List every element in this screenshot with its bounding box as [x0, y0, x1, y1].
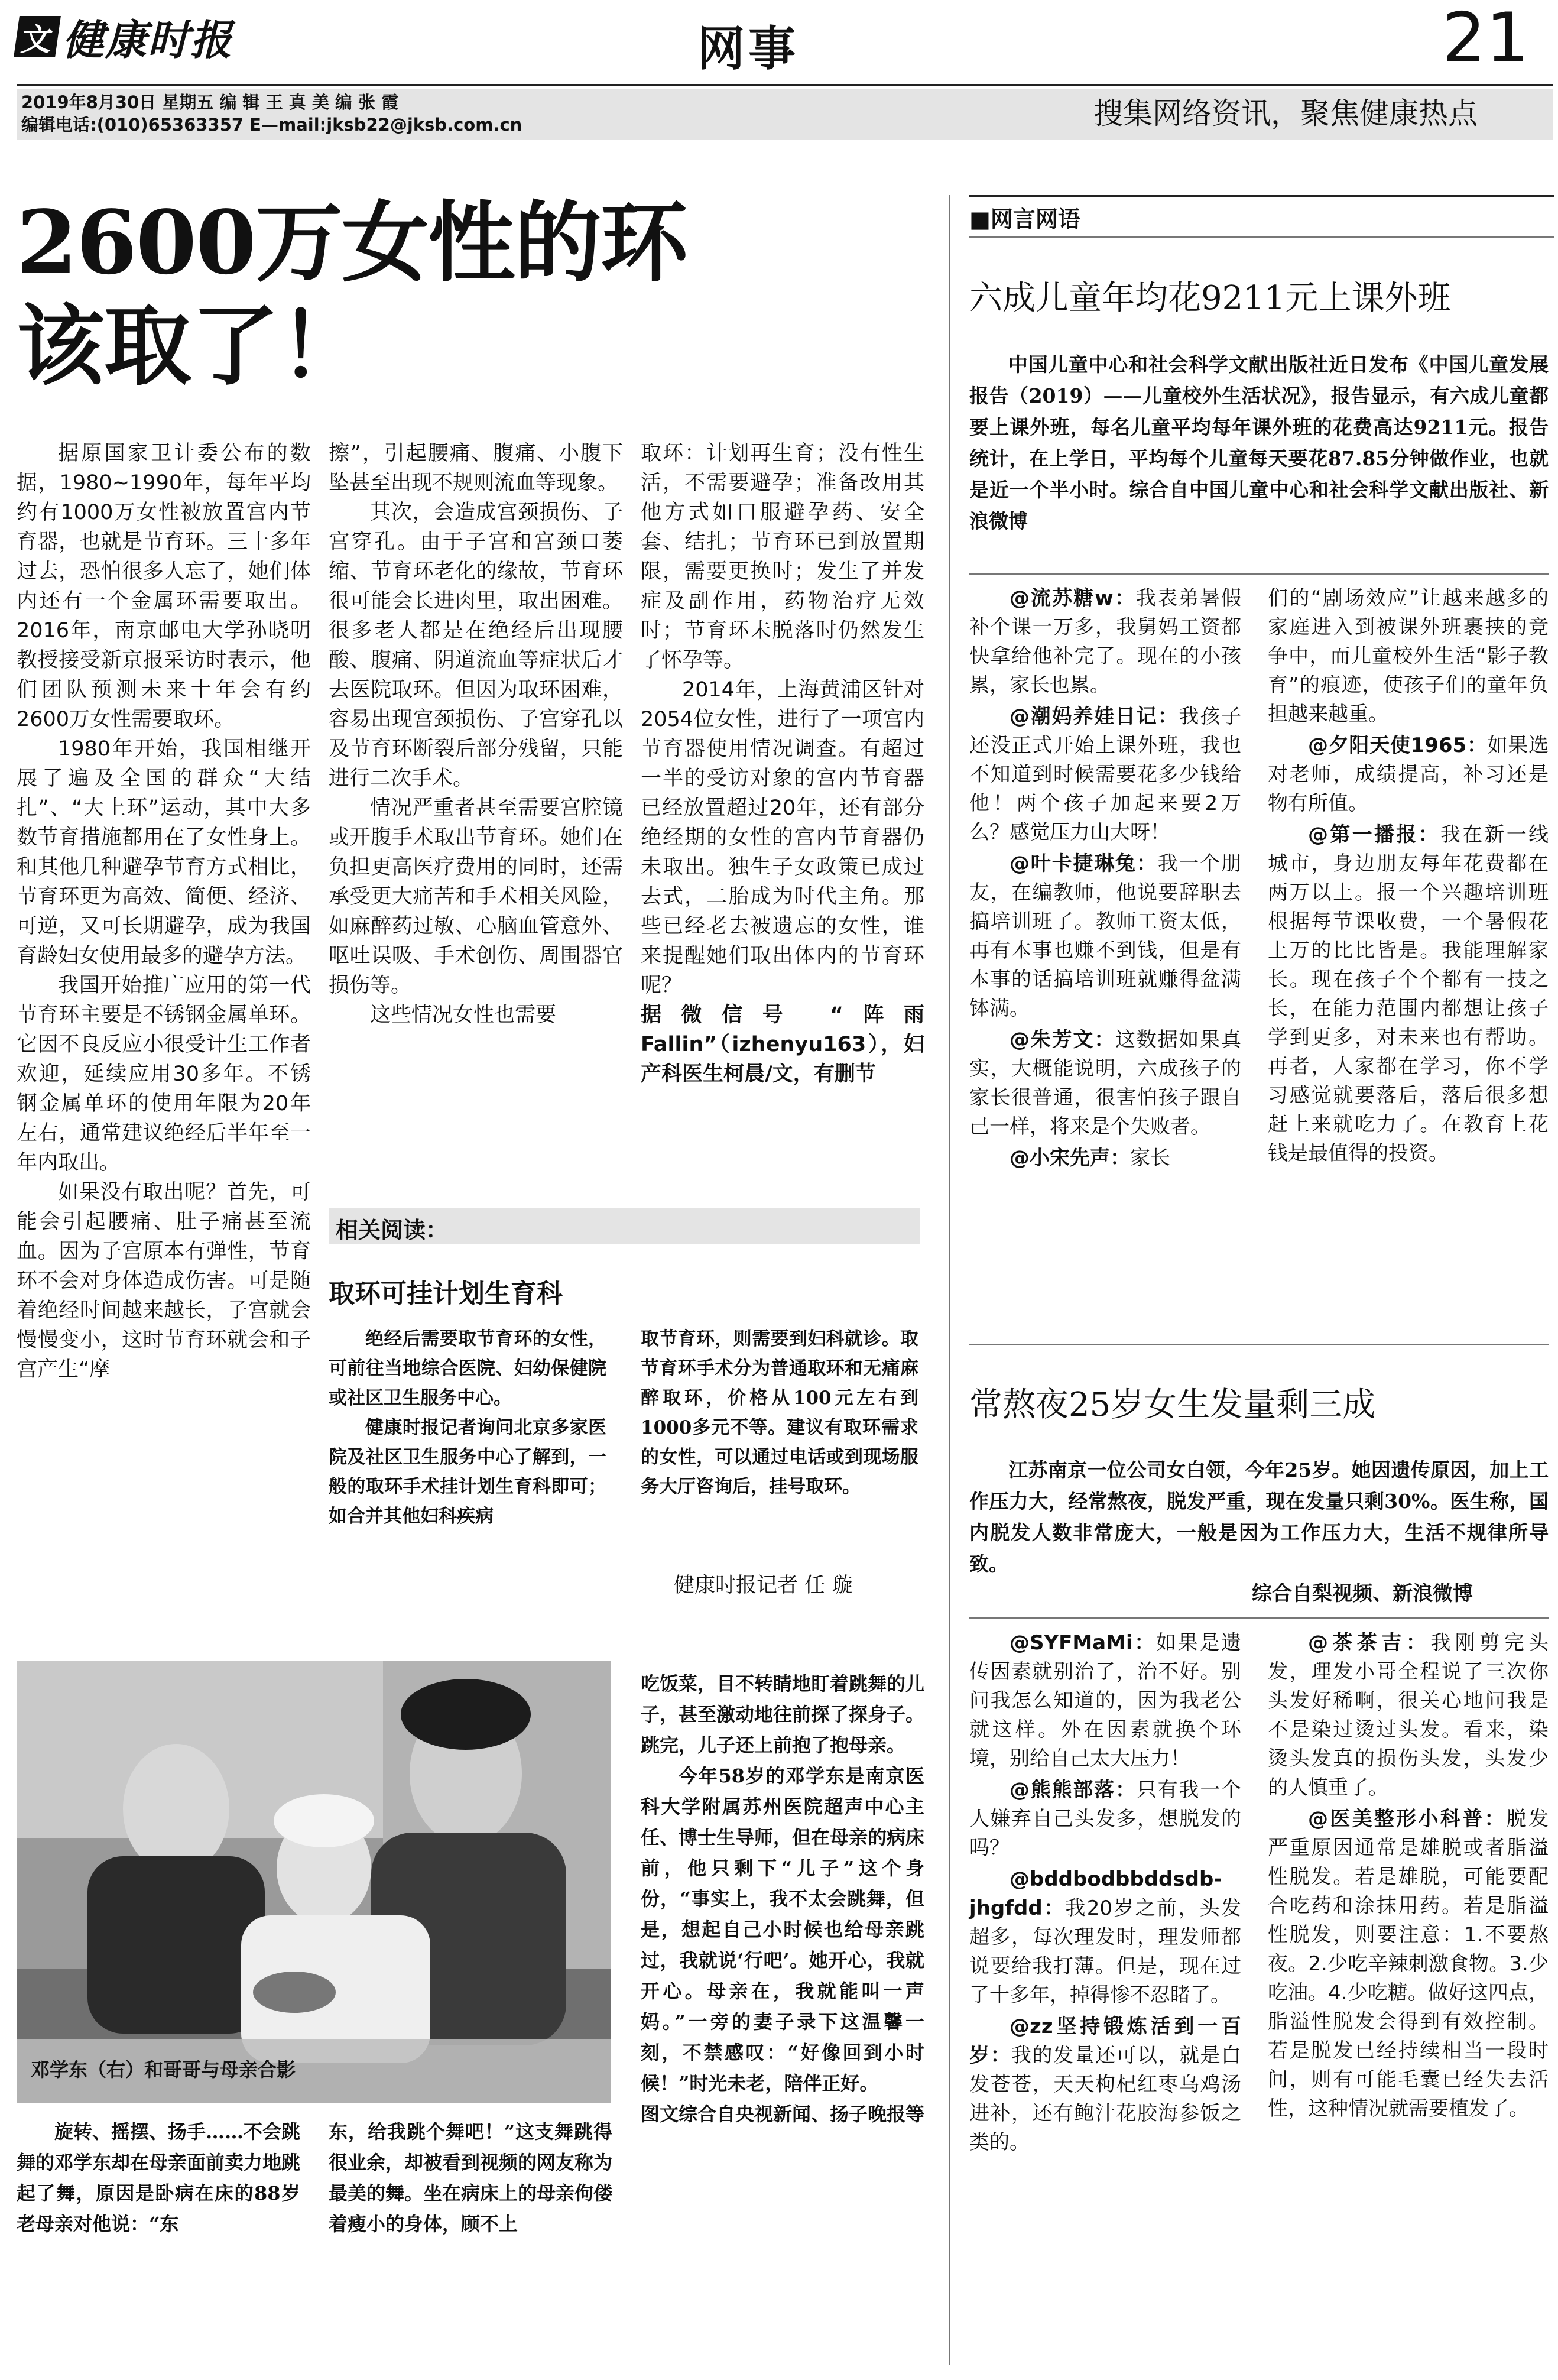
comment — [1268, 1629, 1549, 1802]
contact-line: 编辑电话:(010)65363357 E—mail:jksb22@jksb.com.cn — [21, 115, 522, 135]
paragraph: 其次，会造成宫颈损伤、子宫穿孔。由于子宫和宫颈口萎缩、节育环老化的缘故，节育环很可能会长进肉里，取出困难。很多老人都是在绝经后出现腰酸、腹痛、阴道流血等症状后才去医院取环。但因为取环困难，容易出现宫颈损伤、子宫穿孔以及节育环断裂后部分残留，只能进行二次手术。 — [329, 501, 623, 790]
related-column-1 — [329, 1324, 606, 1531]
comment — [1268, 821, 1549, 1168]
net-story-1-rule — [969, 573, 1549, 575]
slogan: 搜集网络资讯，聚焦健康热点 — [1093, 96, 1478, 131]
comment-user: @叶卡捷琳兔： — [1010, 852, 1158, 876]
comment-text: 如果选对老师，成绩提高，补习还是物有所值。 — [1268, 734, 1549, 815]
photo-story-column-c — [641, 1668, 924, 2129]
paragraph: 今年58岁的邓学东是南京医科大学附属苏州医院超声中心主任、博士生导师，但在母亲的病床前，他只剩下“儿子”这个身份，“事实上，我不太会跳舞，但是，想起自己小时候也给母亲跳过，我就说‘行吧’。她开心，我就开心。母亲在，我就能叫一声妈。”一旁的妻子录下这温馨一刻，不禁感叹：“好像回到小时候！”时光未老，陪伴正好。 — [641, 1765, 925, 2094]
main-headline-2: 该取了！ — [17, 294, 366, 397]
net-story-2-comments-column-a — [969, 1629, 1241, 2159]
net-talk-label — [969, 201, 1080, 234]
net-story-1-comments-column-b — [1268, 584, 1549, 1170]
masthead-rule — [17, 84, 1553, 86]
net-story-1-comments-column-a — [969, 584, 1241, 1175]
square-bullet-icon: ■ — [969, 206, 991, 232]
page-number: 21 — [1442, 0, 1530, 78]
main-column-2 — [329, 439, 623, 1030]
comment-user: @潮妈养娃日记： — [1010, 705, 1179, 728]
section-title: 网事 — [697, 21, 799, 76]
paragraph: 我国开始推广应用的第一代节育环主要是不锈钢金属单环。它因不良反应小很受计生工作者欢迎，延续应用30多年。不锈钢金属单环的使用年限为20年左右，通常建议绝经后半年至一年内取出。 — [17, 974, 311, 1175]
comment — [969, 584, 1241, 700]
comment-user: @流苏糖w： — [1010, 586, 1136, 610]
paragraph: 江苏南京一位公司女白领，今年25岁。她因遗传原因，加上工作压力大，经常熬夜，脱发严重，现在发量只剩30%。医生称，国内脱发人数非常庞大，一般是因为工作压力大，生活不规律所导致。 — [969, 1458, 1549, 1575]
comment — [969, 1629, 1241, 1773]
paragraph: 据原国家卫计委公布的数据，1980~1990年，每年平均约有1000万女性被放置宫内节育器，也就是节育环。三十多年过去，恐怕很多人忘了，她们体内还有一个金属环需要取出。2016年，南京邮电大学孙晓明教授接受新京报采访时表示，他们团队预测未来十年会有约2600万女性需要取环。 — [17, 442, 311, 731]
comment-user: @小宋先声： — [1010, 1146, 1130, 1170]
comment — [969, 1865, 1241, 2010]
paragraph: 1980年开始，我国相继开展了遍及全国的群众“大结扎”、“大上环”运动，其中大多数节育措施都用在了女性身上。和其他几种避孕节育方式相比，节育环更为高效、简便、经济、可逆，又可长期避孕，成为我国育龄妇女使用最多的避孕方法。 — [17, 737, 311, 968]
comment-text: 我在新一线城市，身边朋友每年花费都在两万以上。报一个兴趣培训班根据每节课收费，一个暑假花上万的比比皆是。我能理解家长。现在孩子个个都有一技之长，在能力范围内都想让孩子学到更多，对未来也有帮助。再者，人家都在学习，你不学习感觉就要落后，落后很多想赶上来就吃力了。在教育上花钱是最值得的投资。 — [1268, 823, 1549, 1165]
net-talk-label-text: 网言网语 — [990, 206, 1080, 232]
comment-text: 们的“剧场效应”让越来越多的家庭进入到被课外班裹挟的竞争中，而儿童校外生活“影子教育”的痕迹，使孩子们的童年负担越来越重。 — [1268, 586, 1549, 726]
paragraph-continued: 东，给我跳个舞吧！”这支舞跳得很业余，却被看到视频的网友称为最美的舞。坐在病床上的母亲佝偻着瘦小的身体，顾不上 — [329, 2120, 613, 2235]
paragraph: 2014年，上海黄浦区针对2054位女性，进行了一项宫内节育器使用情况调查。有超过一半的受访对象的宫内节育器已经放置超过20年，还有部分绝经期的女性的宫内节育器仍未取出。独生子女政策已成过去式，二胎成为时代主角。那些已经老去被遗忘的女性，谁来提醒她们取出体内的节育环呢？ — [641, 678, 924, 997]
comment-user: @医美整形小科普： — [1308, 1807, 1507, 1831]
net-story-2-lede — [969, 1454, 1549, 1580]
related-label-bar — [329, 1208, 920, 1244]
net-talk-label-rule — [969, 236, 1554, 238]
main-column-3 — [641, 439, 924, 1089]
photo-mother-and-sons-image — [17, 1661, 611, 2103]
comment — [969, 1026, 1241, 1142]
comment — [1268, 584, 1549, 729]
main-column-1 — [17, 439, 311, 1384]
paragraph — [969, 349, 1549, 537]
related-column-2 — [641, 1324, 918, 1502]
paragraph: 健康时报记者询问北京多家医院及社区卫生服务中心了解到，一般的取环手术挂计划生育科即可；如合并其他妇科疾病 — [329, 1417, 606, 1527]
comment-text: 家长 — [1130, 1146, 1170, 1170]
comment-user: @第一播报： — [1308, 823, 1440, 847]
comment-text: 我20岁之前，头发超多，每次理发时，理发师都说要给我打薄。但是，现在过了十多年，掉得惨不忍睹了。 — [969, 1896, 1242, 2007]
paragraph: 旋转、摇摆、扬手……不会跳舞的邓学东却在母亲面前卖力地跳起了舞，原因是卧病在床的88岁老母亲对他说：“东 — [17, 2120, 301, 2235]
comment-text: 我刚剪完头发，理发小哥全程说了三次你头发好稀啊，很关心地问我是不是染过烫过头发。看来，染烫头发真的损伤头发，头发少的人慎重了。 — [1268, 1631, 1549, 1799]
lede-source: 综合自中国儿童中心和社会科学文献出版社、新浪微博 — [969, 478, 1549, 533]
net-story-2-title: 常熬夜25岁女生发量剩三成 — [969, 1386, 1376, 1424]
lede-text: 中国儿童中心和社会科学文献出版社近日发布《中国儿童发展报告（2019）——儿童校外生活状况》，报告显示，有六成儿童都要上课外班，每名儿童平均每年课外班的花费高达9211元。报告统计，在上学日，平均每个儿童每天要花87.85分钟做作业，也就是近一个半小时。 — [969, 353, 1549, 501]
paragraph: 情况严重者甚至需要宫腔镜或开腹手术取出节育环。她们在负担更高医疗费用的同时，还需承受更大痛苦和手术相关风险，如麻醉药过敏、心脑血管意外、呕吐误吸、手术创伤、周围器官损伤等。 — [329, 796, 623, 997]
logo-text: 健康时报 — [63, 15, 233, 64]
comment-text: 脱发严重原因通常是雄脱或者脂溢性脱发。若是雄脱，可能要配合吃药和涂抹用药。若是脂溢性脱发，则要注意：1.不要熬夜。2.少吃辛辣刺激食物。3.少吃油。4.少吃糖。做好这四点，脂溢性脱发会得到有效控制。若是脱发已经持续相当一段时间，则有可能毛囊已经失去活性，这种情况就需要植发了。 — [1268, 1807, 1549, 2120]
net-story-1-lede — [969, 349, 1549, 537]
related-label: 相关阅读： — [336, 1217, 449, 1243]
comment-user: @朱芳文： — [1010, 1028, 1115, 1052]
net-story-divider — [969, 1344, 1549, 1345]
section-divider — [949, 195, 950, 2365]
comment — [1268, 1805, 1549, 2123]
comment-user: @SYFMaMi： — [1010, 1631, 1156, 1655]
paragraph-continued: 取节育环，则需要到妇科就诊。取节育环手术分为普通取环和无痛麻醉取环，价格从100元左右到1000多元不等。建议有取环需求的女性，可以通过电话或到现场服务大厅咨询后，挂号取环。 — [641, 1328, 918, 1497]
paragraph-continued: 吃饭菜，目不转睛地盯着跳舞的儿子，甚至激动地往前探了探身子。跳完，儿子还上前抱了抱母亲。 — [641, 1672, 925, 1756]
paragraph-continued: 取环：计划再生育；没有性生活，不需要避孕；准备改用其他方式如口服避孕药、安全套、结扎；节育环已到放置期限，需要更换时；发生了并发症及副作用，药物治疗无效时；节育环未脱落时仍然发生了怀孕等。 — [641, 442, 924, 672]
comment-user: @熊熊部落： — [1010, 1778, 1137, 1802]
comment-text: 我表弟暑假补个课一万多，我舅妈工资都快拿给他补完了。现在的小孩累，家长也累。 — [969, 586, 1241, 697]
comment-user: @zz坚持锻炼活到一百岁： — [969, 2015, 1241, 2067]
related-title: 取环可挂计划生育科 — [329, 1279, 563, 1309]
comment — [969, 1144, 1241, 1173]
logo — [17, 7, 233, 66]
net-story-2-rule — [969, 1617, 1549, 1619]
photo-story-column-a — [17, 2116, 300, 2239]
comment — [969, 849, 1241, 1023]
net-story-1-title: 六成儿童年均花9211元上课外班 — [969, 279, 1451, 317]
main-headline-1: 2600万女性的环 — [17, 191, 687, 294]
comment-user: @bddbodbbddsdb-jhgfdd： — [969, 1867, 1222, 1920]
date-line: 2019年8月30日 星期五 编 辑 王 真 美 编 张 霞 — [21, 92, 399, 112]
comment-text: 这数据如果真实，大概能说明，六成孩子的家长很普通，很害怕孩子跟自己一样，将来是个失败者。 — [969, 1028, 1241, 1139]
comment-user: @夕阳天使1965： — [1308, 734, 1488, 757]
net-story-2-lede-source: 综合自梨视频、新浪微博 — [1252, 1582, 1473, 1606]
article-credit: 据微信号 “阵雨Fallin”（izhenyu163），妇产科医生柯晨/文，有删节 — [641, 1003, 924, 1086]
paragraph: 如果没有取出呢？首先，可能会引起腰痛、肚子痛甚至流血。因为子宫原本有弹性，节育环不会对身体造成伤害。可是随着绝经时间越来越长，子宫就会慢慢变小，这时节育环就会和子宫产生“摩 — [17, 1181, 311, 1382]
comment — [969, 1776, 1241, 1863]
comment-text: 我孩子还没正式开始上课外班，我也不知道到时候需要花多少钱给他！两个孩子加起来要2万么？感觉压力山大呀！ — [969, 705, 1242, 844]
photo-caption: 邓学东（右）和哥哥与母亲合影 — [31, 2058, 296, 2081]
comment — [969, 702, 1241, 847]
comment-text: 我一个朋友，在编教师，他说要辞职去搞培训班了。教师工资太低，再有本事也赚不到钱，但是有本事的话搞培训班就赚得盆满钵满。 — [969, 852, 1242, 1020]
related-reporter: 健康时报记者 任 璇 — [674, 1574, 853, 1597]
paragraph-continued: 擦”，引起腰痛、腹痛、小腹下坠甚至出现不规则流血等现象。 — [329, 442, 623, 495]
comment-text: 只有我一个人嫌弃自己头发多，想脱发的吗？ — [969, 1778, 1242, 1860]
comment-text: 如果是遗传因素就别治了，治不好。别问我怎么知道的，因为我老公就这样。外在因素就换个环境，别给自己太大压力！ — [969, 1631, 1242, 1771]
net-talk-top-rule — [969, 195, 1554, 197]
paragraph: 绝经后需要取节育环的女性，可前往当地综合医院、妇幼保健院或社区卫生服务中心。 — [329, 1328, 606, 1409]
comment-text: 我的发量还可以，就是白发苍苍，天天枸杞红枣乌鸡汤进补，还有鲍汁花胶海参饭之类的。 — [969, 2044, 1241, 2154]
photo-story-credit: 图文综合自央视新闻、扬子晚报等 — [641, 2103, 925, 2125]
comment-user: @茶茶吉： — [1308, 1631, 1431, 1655]
comment — [969, 2012, 1241, 2157]
comment — [1268, 731, 1549, 818]
paragraph: 这些情况女性也需要 — [370, 1003, 557, 1027]
logo-mark-icon: 文 — [14, 16, 61, 57]
photo-story-column-b — [329, 2116, 612, 2239]
net-story-2-comments-column-b — [1268, 1629, 1549, 2126]
photo — [17, 1661, 611, 2103]
